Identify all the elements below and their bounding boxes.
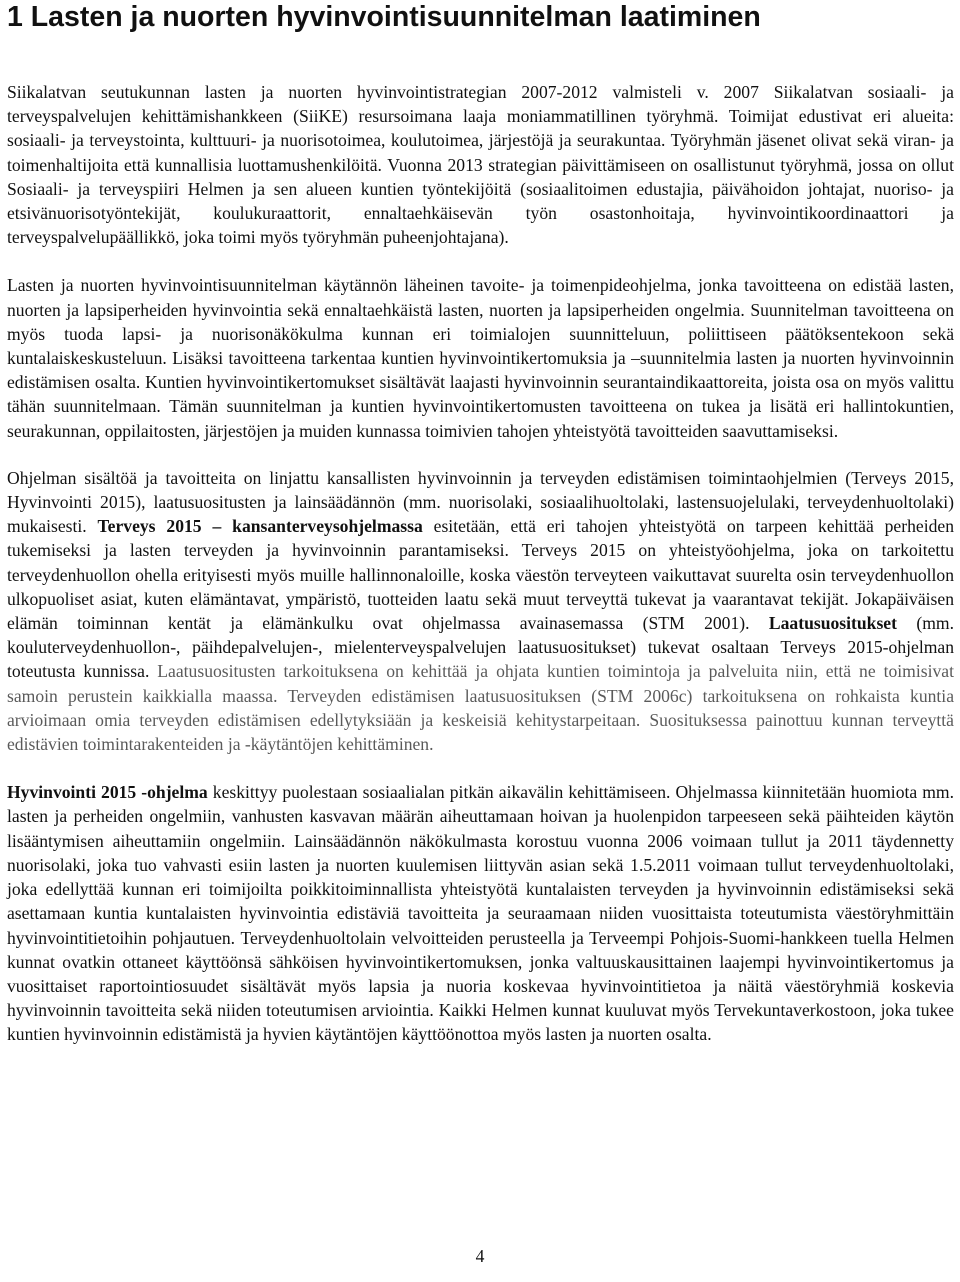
p3-text-3: (mm. kouluterveydenhuollon-, päihdepalvelujen-, mielenterveyspalvelujen laatusuositukset) tukevat osaltaan Terveys 2015-ohjelman toteutusta kunnissa. [7,613,954,682]
p1-sentence-1: Siikalatvan seutukunnan lasten ja nuorten hyvinvointistrategian 2007-2012 valmisteli v. 2007 Siikalatvan sosiaali- ja terveyspalvelujen kehittämishankkeen (SiiKE) resursoimana laaja moniammatillinen työryhmä. [7,82,954,127]
paragraph-plan-goals: Lasten ja nuorten hyvinvointisuunnitelman käytännön läheinen tavoite- ja toimenpideohjelma, jonka tavoitteena on edistää lasten, nuorten ja lapsiperheiden hyvinvointia sekä ennaltaehkäistä lasten, nuorten ja lapsiperheiden ongelmia. Suunnitelman tavoitteena on myös tuoda lapsi- ja nuorisonäkökulma kunnan eri toimialojen suunnitteluun, poliittiseen päätöksentekoon sekä kuntalaiskeskusteluun. Lisäksi tavoitteena tarkentaa kuntien hyvinvointikertomuksia ja –suunnitelmia lasten ja nuorten hyvinvoinnin edistämisen osalta. Kuntien hyvinvointikertomukset sisältävät laajasti hyvinvoinnin seurantaindikaattoreita, joista osa on myös valittu tähän suunnitelmaan. Tämän suunnitelman ja kuntien hyvinvointikertomusten tavoitteena on tukea ja lisätä eri hallintokuntien, seurakunnan, oppilaitosten, järjestöjen ja muiden kunnassa toimivien tahojen yhteistyötä tavoitteiden saavuttamiseksi. [7,275,954,441]
paragraph-working-group [7,80,954,249]
body-text [7,80,954,1047]
p3-grey-text: Laatusuositusten tarkoituksena on kehittää ja ohjata kuntien toimintoja ja palveluita niin, että ne toimisivat samoin perustein kaikkialla maassa. Terveyden edistämisen laatusuosituksen (STM 2006c) tarkoituksena on rohkaista kuntia arvioimaan omia terveyden edistämisen edellytyksiään ja keskeisiä kehitystarpeitaan. Suosituksessa painottuu kunnan terveyttä edistävien toimintarakenteiden ja -käytäntöjen kehittäminen. [7,661,954,755]
paragraph-hyvinvointi-2015 [7,780,954,1046]
p3-bold-terveys-2015: Terveys 2015 – kansanterveysohjelmassa [97,516,423,537]
p4-bold-hyvinvointi-2015: Hyvinvointi 2015 -ohjelma [7,782,208,803]
document-page [7,0,954,1071]
paragraph-national-programmes [7,466,954,756]
page-number: 4 [475,1246,485,1266]
section-heading: 1 Lasten ja nuorten hyvinvointisuunnitelman laatiminen [7,1,761,33]
p1-sentence-4: Vuonna 2013 strategian päivittämiseen on osallistunut työryhmä, jossa on ollut Sosiaali- ja terveyspiiri Helmen ja sen alueen kuntien työntekijöitä (sosiaalitoimen edustajia, päivähoidon johtajat, nuoriso- ja etsivänuorisotyöntekijät, koulukuraattorit, ennaltaehkäisevän työn osastonhoitaja, hyvinvointikoordinaattori ja terveyspalvelupäällikkö, joka toimi myös työryhmän puheenjohtajana). [7,154,954,248]
p3-bold-laatusuositukset: Laatusuositukset [768,613,897,634]
p3-text-1: Ohjelman sisältöä ja tavoitteita on linjattu kansallisten hyvinvoinnin ja terveyden edistämisen toimintaohjelmien (Terveys 2015, Hyvinvointi 2015), laatusuositusten ja lainsäädännön (mm. nuorisolaki, sosiaalihuoltolaki, lastensuojelulaki, terveydenhuoltolaki) mukaisesti. [7,467,954,537]
p1-sentence-3: Työryhmän jäsenet olivat sekä viran- ja toimenhaltijoita että kunnallisia luottamushenkilöitä. [7,130,954,175]
p3-text-2: esitetään, että eri tahojen yhteistyötä on tarpeen kehittää perheiden tukemiseksi ja lasten terveyden ja hyvinvoinnin parantamiseksi. Terveys 2015 on yhteistyöohjelma, joka on tarkoitettu terveydenhuollon ohella erityisesti myös muille hallinnonaloille, koska väestön terveyteen vaikuttavat suurelta osin terveydenhuollon ulkopuoliset asiat, kuten elämäntavat, ympäristö, tuotteiden laatu sekä muut terveyttä tukevat ja vaarantavat tekijät. Jokapäiväisen elämän toiminnan kentät ja elämänkulku ovat ohjelmassa avainasemassa (STM 2001). [7,516,954,634]
p1-sentence-2: Toimijat edustivat eri alueita: sosiaali- ja terveystointa, kulttuuri- ja nuorisotoimea, koulutoimea, järjestöjä ja seurakuntaa. [7,106,954,151]
p4-text-1: keskittyy puolestaan sosiaalialan pitkän aikavälin kehittämiseen. Ohjelmassa kiinnitetään huomiota mm. lasten ja perheiden ongelmiin, vanhusten kasvavan määrän aiheuttamaan hoivan ja huolenpidon tarpeeseen sekä päihteiden käytön lisääntymisen aiheuttamiin ongelmiin. Lainsäädännön näkökulmasta korostuu vuonna 2006 voimaan tullut ja 2011 täydennetty nuorisolaki, joka tuo vahvasti esiin lasten ja nuorten kuulemisen liittyvän asian sekä 1.5.2011 voimaan tullut terveydenhuoltolaki, joka edellyttää kunnan eri toimijoilta poikkitoiminnallista yhteistyötä kuntalaisten terveyden ja hyvinvoinnin edistämiseksi sekä asettamaan kuntia kuntalaisten hyvinvointia edistäviä tavoitteita ja seuraamaan niiden vuosittaista toteutumista väestöryhmittäin hyvinvointitietoihin pohjautuen. Terveydenhuoltolain velvoitteiden perusteella ja Terveempi Pohjois-Suomi-hankkeen tuella Helmen kunnat ovatkin ottaneet käyttöönsä sähköisen hyvinvointikertomuksen, jonka valtuuskausittainen laajempi hyvinvointikertomus ja vuosittaiset raportointiosuudet sisältävät myös lapsia ja nuoria koskevaa hyvinvointitietoa ja näitä väestöryhmiä koskevia hyvinvoinnin tavoitteita sekä niiden toteutumisen arviointia. Kaikki Helmen kunnat kuuluvat myös Tervekuntaverkostoon, joka tukee kuntien hyvinvoinnin edistämistä ja hyvien käytäntöjen käyttöönottoa myös lasten ja nuorten osalta. [7,782,955,1045]
